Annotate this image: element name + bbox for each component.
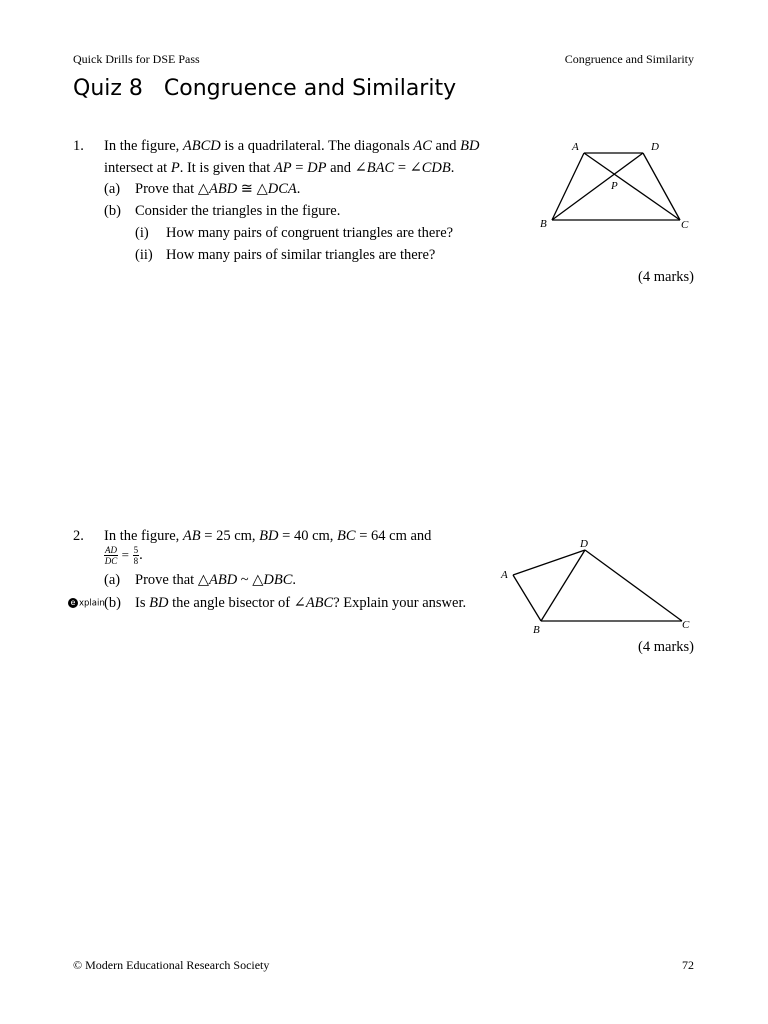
q2b-text: Is BD the angle bisector of ∠ABC? Explain your answer. bbox=[135, 595, 467, 611]
q1-figure bbox=[530, 135, 700, 235]
q2-edge-bd bbox=[541, 550, 585, 621]
q2-marks: (4 marks) bbox=[638, 639, 694, 655]
q2-label-c: C bbox=[682, 619, 690, 631]
q1bii-text: How many pairs of similar triangles are there? bbox=[166, 247, 436, 263]
q1b-text: Consider the triangles in the figure. bbox=[135, 203, 341, 219]
q1-line1: In the figure, ABCD is a quadrilateral. The diagonals AC and BD bbox=[104, 138, 480, 154]
q1-label-c: C bbox=[681, 219, 689, 231]
q2-edge-dc bbox=[585, 550, 682, 621]
q1-line2: intersect at P. It is given that AP = DP and ∠BAC = ∠CDB. bbox=[104, 160, 455, 176]
fraction-ad-dc: $\frac{AD}{DC}$ bbox=[104, 545, 118, 566]
footer-copyright: © Modern Educational Research Society bbox=[73, 958, 270, 972]
q2-figure bbox=[495, 532, 700, 637]
q2-edge-ab bbox=[513, 575, 541, 621]
q2-edge-ad bbox=[513, 550, 585, 575]
fraction-5-8: $\frac{5}{8}$ bbox=[133, 545, 139, 566]
q2-label-b: B bbox=[533, 624, 540, 636]
q1bi-label: (i) bbox=[135, 225, 149, 241]
running-header-left: Quick Drills for DSE Pass bbox=[73, 52, 200, 66]
q2-ratio: $\frac{AD}{DC}$ = $\frac{5}{8}$ . bbox=[104, 545, 143, 566]
q1a-text: Prove that △ABD ≅ △DCA. bbox=[135, 181, 301, 197]
q2-label-a: A bbox=[501, 569, 508, 581]
q2b-label: (b) bbox=[104, 595, 121, 611]
q1-label-d: D bbox=[651, 141, 659, 153]
q1a-label: (a) bbox=[104, 181, 121, 197]
q1b-label: (b) bbox=[104, 203, 121, 219]
q1-edge-ab bbox=[552, 153, 584, 220]
explain-icon: e xplain bbox=[68, 598, 105, 609]
q2a-label: (a) bbox=[104, 572, 121, 588]
q1-label-a: A bbox=[572, 141, 579, 153]
page-number: 72 bbox=[682, 958, 694, 972]
q1-label-b: B bbox=[540, 218, 547, 230]
q2-label-d: D bbox=[580, 538, 588, 550]
q2-line1: In the figure, AB = 25 cm, BD = 40 cm, BC = 64 cm and bbox=[104, 528, 432, 544]
q1-number: 1. bbox=[73, 138, 84, 154]
running-header-right: Congruence and Similarity bbox=[564, 52, 694, 66]
q1bi-text: How many pairs of congruent triangles are there? bbox=[166, 225, 454, 241]
q2a-text: Prove that △ABD ~ △DBC. bbox=[135, 572, 297, 588]
q2-number: 2. bbox=[73, 528, 84, 544]
q1-marks: (4 marks) bbox=[638, 269, 694, 285]
q1-label-p: P bbox=[611, 180, 618, 192]
page-title: Quiz 8 Congruence and Similarity bbox=[73, 76, 457, 101]
q1bii-label: (ii) bbox=[135, 247, 153, 263]
q1-edge-dc bbox=[643, 153, 680, 220]
